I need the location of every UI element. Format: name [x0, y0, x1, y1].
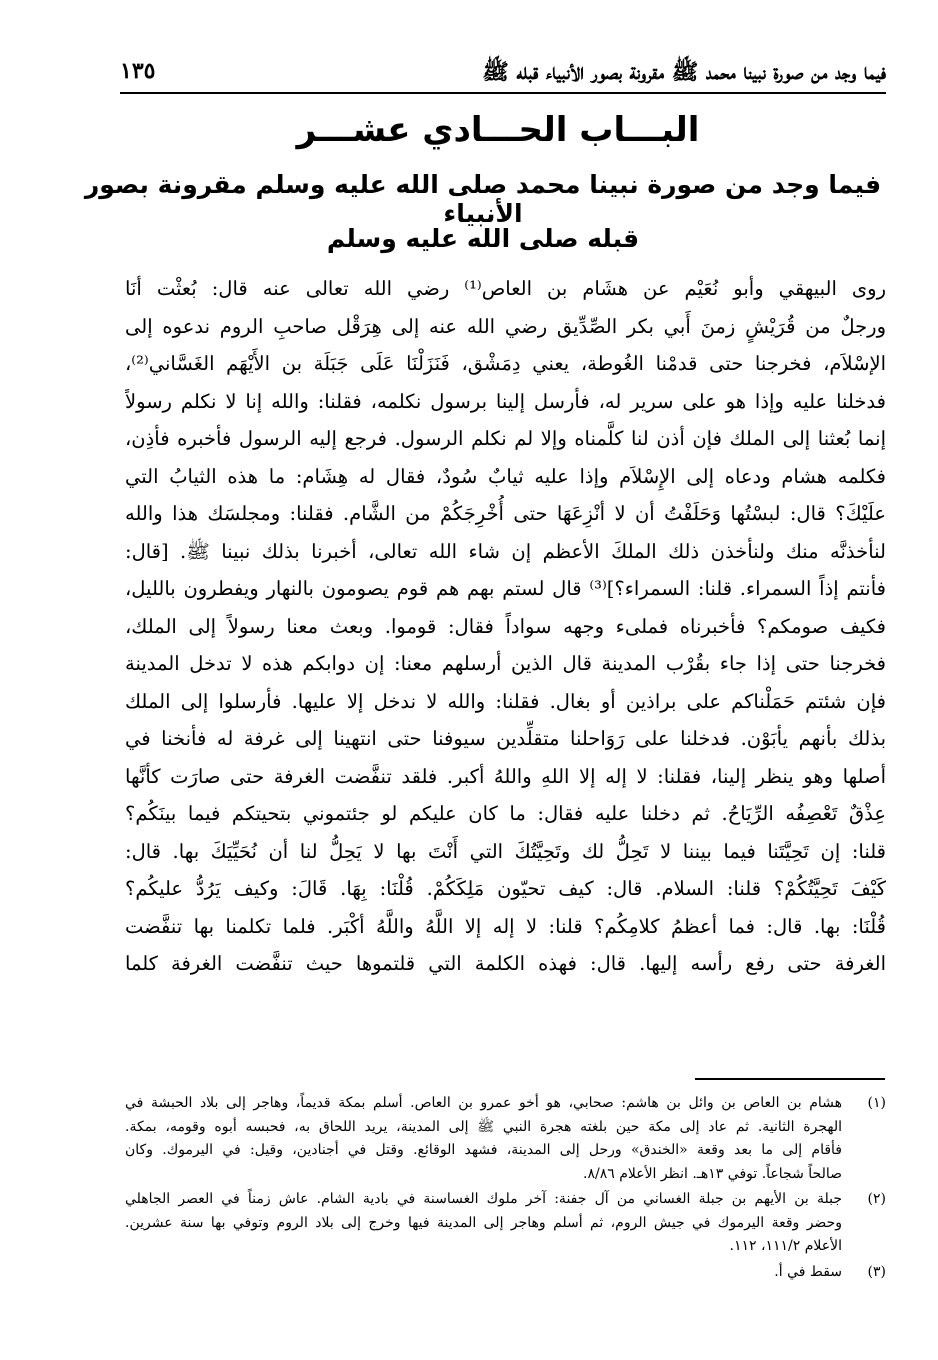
body-line: فكيف صومكم؟ فأخبرناه فملىء وجهه سواداً فقال: قوموا. وبعث معنا رسولاً إلى الملك، — [125, 614, 886, 638]
body-line: الغرفة حتى رفع رأسه إليها. قال: فهذه الكلمة التي قلتموها حيث تنفَّضت الغرفة كلما — [125, 952, 886, 975]
chapter-title: البـــاب الحـــادي عشـــر — [296, 110, 700, 150]
body-line: علَيْكَ؟ قال: لبسْتُها وَحَلَفْتُ أن لا أنْزِعَهَا حتى أُخْرِجَكُمْ من الشَّام. فقلنا: ومجلسَك هذا والله — [125, 502, 886, 525]
body-line: الإسْلاَم، فخرجنا حتى قدمْنا الغُوطة، يعني دِمَشْق، فَنَزَلْنَا عَلَى جَبَلَة بن الأَيْهَم الغَسَّاني⁽²⁾، — [125, 352, 886, 375]
body-line: إنما بُعثنا إلى الملك فإن أذن لنا كلَّمناه وإلا لم نكلم الرسول. فرجع إليه الرسول فأخبره فأذِن، — [125, 427, 886, 450]
body-line: فكلمه هشام ودعاه إلى الإِسْلاَم وإذا عليه ثيابٌ سُودٌ، فقال له هِشَام: ما هذه الثيابُ التي — [125, 464, 886, 488]
body-line: عِذْقٌ تَعْصِفُه الرِّيَاحُ. ثم دخلنا عليه فقال: ما كان عليكم لو جئتموني بتحيتكم فيما بينَكُم؟ — [125, 802, 886, 825]
body-line: قلنا: إن تَحِيَّتَنا فيما بيننا لا تَحِلُّ لك وتَحِيَّتُكَ التي أَنْتَ بها لا يَحِلُّ لنا أن نُحَيِّيَكَ بها. قال: — [125, 839, 886, 863]
body-line: لنأخذنَّه منك ولنأخذن ذلك الملكَ الأعظم إن شاء الله تعالى، أخبرنا بذلك نبينا ﷺ. [قال: — [125, 539, 886, 563]
footnote-line: جبلة بن الأيهم بن جبلة الغساني من آل جفنة: آخر ملوك الغساسنة في بادية الشام. عاش زمناً في العصر الجاهلي — [125, 1191, 842, 1207]
footnotes — [125, 1092, 886, 1286]
body-line: فأنتم إذاً السمراء. قلنا: السمراء؟]⁽³⁾ قال لستم بهم هم قوم يصومون بالنهار ويفطرون بالليل، — [125, 577, 886, 600]
footnote-line: فأقام إلى ما بعد وقعة «الخندق» ورحل إلى المدينة، فشهد الوقائع. وقتل في أجنادين، وقيل: في اليرموك. وكان — [125, 1142, 842, 1158]
footnote-number: (٢) — [867, 1191, 886, 1207]
footnote-line: سقط في أ. — [774, 1263, 842, 1280]
running-header-title: فيما وجد من صورة نبينا محمد ﷺ مقرونة بصور الأنبياء قبله ﷺ — [482, 59, 886, 85]
running-header — [120, 48, 886, 94]
footnote-number: (٣) — [867, 1263, 886, 1280]
body-line: بذلك بأنهم يأبَوْن. فدخلنا على رَوَاحلنا متقلِّدين سيوفنا حتى انتهينا إلى غرفة له فأنخنا في — [125, 727, 886, 750]
body-line: فخرجنا حتى إذا جاء بقُرْب المدينة قال الذين أرسلهم معنا: إن دوابكم هذه لا تدخل المدينة — [125, 652, 886, 675]
chapter-subtitle-line-2: قبله صلى الله عليه وسلم — [326, 224, 640, 253]
body-line: أصلها وهو ينظر إلينا، فقلنا: لا إله إلا اللهِ واللهُ أكبر. فلقد تنفَّضت الغرفة حتى صارَت كأنَّها — [125, 764, 886, 788]
body-line: ورجلٌ من قُرَيْشٍ زمنَ أَبي بكر الصِّدِّيق رضي الله عنه إلى هِرَقْل صاحبِ الروم ندعوه إلى — [125, 314, 886, 338]
body-line: قُلْنَا: بها. قال: فما أعظمُ كلامِكُم؟ قلنا: لا إله إلا اللَّهُ واللَّهُ أكْبَر. فلما تكلمنا بها تنفَّضت — [125, 914, 886, 938]
body-line: فدخلنا عليه وإذا هو على سرير له، فأرسل إلينا برسول نكلمه، فقلنا: والله إنا لا نكلم رسولاً — [125, 389, 886, 413]
footnote-separator — [695, 1078, 885, 1080]
body-line: كَيْفَ تَحِيَّتُكُمْ؟ قلنا: السلام. قال: كيف تحيّون مَلِكَكُمْ. قُلْنَا: بِهَا. قَالَ: وكيف يَرُدُّ عليكُم؟ — [125, 877, 886, 900]
body-text — [125, 270, 886, 983]
footnote-line: صالحاً شجاعاً. توفي ١٣هـ. انظر الأعلام ٨/٨٦. — [583, 1165, 842, 1182]
footnote-number: (١) — [867, 1095, 886, 1111]
footnote-line: وحضر وقعة اليرموك في جيش الروم، ثم أسلم وهاجر إلى المدينة فيها وخرج إلى بلاد الروم وتوفي بها سنة عشرين. — [125, 1214, 842, 1231]
footnote-1 — [125, 1092, 886, 1186]
body-line: روى البيهقي وأبو نُعَيْم عن هشَام بن العاص⁽¹⁾ رضي الله تعالى عنه قال: بُعثْت أنَا — [125, 277, 886, 300]
footnote-line: الهجرة الثانية. ثم عاد إلى مكة حين بلغته هجرة النبي ﷺ إلى المدينة، يريد اللحاق به، فحبسه أبوه وقومه، بمكة. — [125, 1118, 842, 1135]
body-line: فإن شئتم حَمَلْناكم على براذين أو بغال. فقلنا: والله لا ندخل إلا عليها. فأرسلوا إلى الملك — [125, 689, 886, 713]
footnote-line: الأعلام ١١١/٢، ١١٢. — [729, 1238, 842, 1254]
footnote-line: هشام بن العاص بن وائل بن هاشم: صحابي، هو أخو عمرو بن العاص. أسلم بمكة قديماً، وهاجر إلى بلاد الحبشة في — [125, 1095, 842, 1111]
footnote-3 — [125, 1261, 886, 1285]
chapter-subtitle-line-1: فيما وجد من صورة نبينا محمد صلى الله عليه وسلم مقرونة بصور الأنبياء — [84, 170, 882, 228]
page-number: ١٣٥ — [120, 58, 156, 84]
footnote-2 — [125, 1188, 886, 1259]
